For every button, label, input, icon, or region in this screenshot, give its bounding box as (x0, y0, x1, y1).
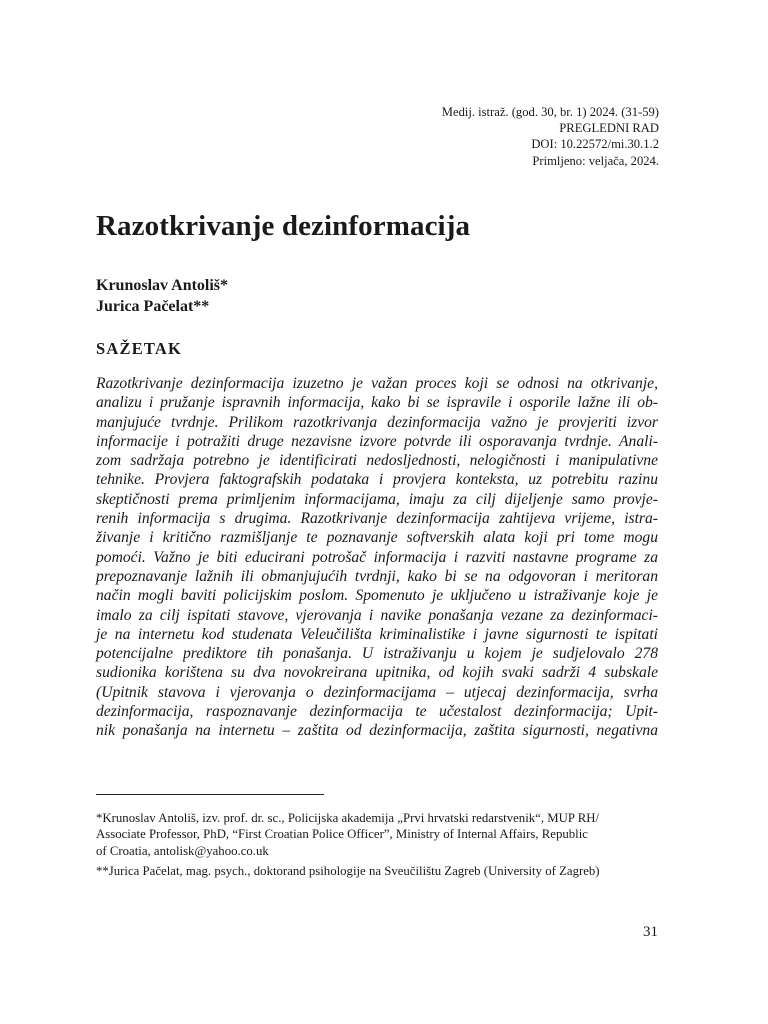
footnote-line: *Krunoslav Antoliš, izv. prof. dr. sc., Policijska akademija „Prvi hrvatski redarstvenik“, MUP RH/ (96, 811, 600, 825)
abstract-line: pomoći. Važno je biti educirani potrošač informacija i razviti nastavne programe za (96, 548, 658, 566)
author-list (96, 275, 228, 317)
abstract-line: nik ponašanja na internetu – zaštita od dezinformacija, zaštita sigurnosti, negativna (96, 722, 658, 740)
abstract-line: informacije i potražiti druge nezavisne izvore potvrde ili osporavanja tvrdnje. Anali- (96, 432, 658, 450)
abstract-line: Razotkrivanje dezinformacija izuzetno je važan proces koji se odnosi na otkrivanje, (96, 375, 658, 392)
footnotes (96, 810, 660, 883)
abstract-line: imalo za cilj ispitati stavove, vjerovanja i navike ponašanja vezane za dezinformaci- (96, 606, 658, 624)
footnote-line: of Croatia, antolisk@yahoo.co.uk (96, 843, 269, 858)
abstract-line: manjujuće tvrdnje. Prilikom razotkrivanja dezinformacija važno je provjeriti izvor (96, 413, 658, 431)
journal-citation: Medij. istraž. (god. 30, br. 1) 2024. (31-59) (441, 105, 659, 119)
abstract-line: živanje i kritično razmišljanje te poznavanje softverskih alata koji pri tome mogu (96, 529, 658, 547)
footnote-line: **Jurica Pačelat, mag. psych., doktorand psihologije na Sveučilištu Zagreb (University of Zagreb) (96, 863, 600, 878)
abstract-line: dezinformacija, raspoznavanje dezinformacija te učestalost dezinformacija; Upit- (96, 703, 658, 721)
publication-metadata (442, 104, 659, 169)
abstract-line: analizu i pružanje ispravnih informacija, kako bi se ispravile i osporile lažne ili ob- (96, 394, 658, 412)
footnote-author-1 (96, 810, 660, 859)
abstract-line: tehnike. Provjera faktografskih podataka i provjera konteksta, uz potrebitu razinu (96, 471, 658, 489)
abstract-line: potencijalne prediktore tih ponašanja. U istraživanju u kojem je sudjelovalo 278 (96, 645, 658, 663)
doi: DOI: 10.22572/mi.30.1.2 (531, 137, 659, 152)
abstract-line: prepoznavanje lažnih ili obmanjujućih tvrdnji, kako bi se na odgovoran i meritoran (96, 567, 658, 585)
footnote-author-2 (96, 863, 660, 879)
received-date: Primljeno: veljača, 2024. (532, 153, 659, 168)
author-1: Krunoslav Antoliš* (96, 277, 229, 294)
footnote-divider (96, 794, 324, 795)
abstract-line: zom sadržaja potrebno je identificirati nedosljednosti, nelogičnosti i manipulativne (96, 452, 658, 470)
abstract-line: skeptičnosti prema primljenim informacijama, imaju za cilj dijeljenje samo provje- (96, 490, 658, 508)
page-number: 31 (643, 924, 658, 940)
abstract-text (96, 374, 658, 741)
abstract-line: renih informacija s drugima. Razotkrivanje dezinformacija zahtijeva vrijeme, istra- (96, 510, 658, 528)
author-2: Jurica Pačelat** (96, 298, 210, 315)
abstract-line: je na internetu kod studenata Veleučilišta kriminalistike i javne sigurnosti te ispitati (96, 625, 658, 643)
article-type: PREGLEDNI RAD (559, 121, 659, 136)
article-title: Razotkrivanje dezinformacija (96, 210, 471, 242)
abstract-line: način mogli baviti policijskim poslom. Spomenuto je uključeno u istraživanje koje je (96, 587, 658, 605)
abstract-line: sudionika korištena su dva novokreirana upitnika, od kojih svaki sadrži 4 subskale (96, 664, 658, 682)
abstract-heading: SAŽETAK (96, 339, 183, 358)
abstract-line: (Upitnik stavova i vjerovanja o dezinformacijama – utjecaj dezinformacija, svrha (96, 683, 658, 701)
footnote-line: Associate Professor, PhD, “First Croatian Police Officer”, Ministry of Internal Affairs, Republic (96, 827, 588, 842)
